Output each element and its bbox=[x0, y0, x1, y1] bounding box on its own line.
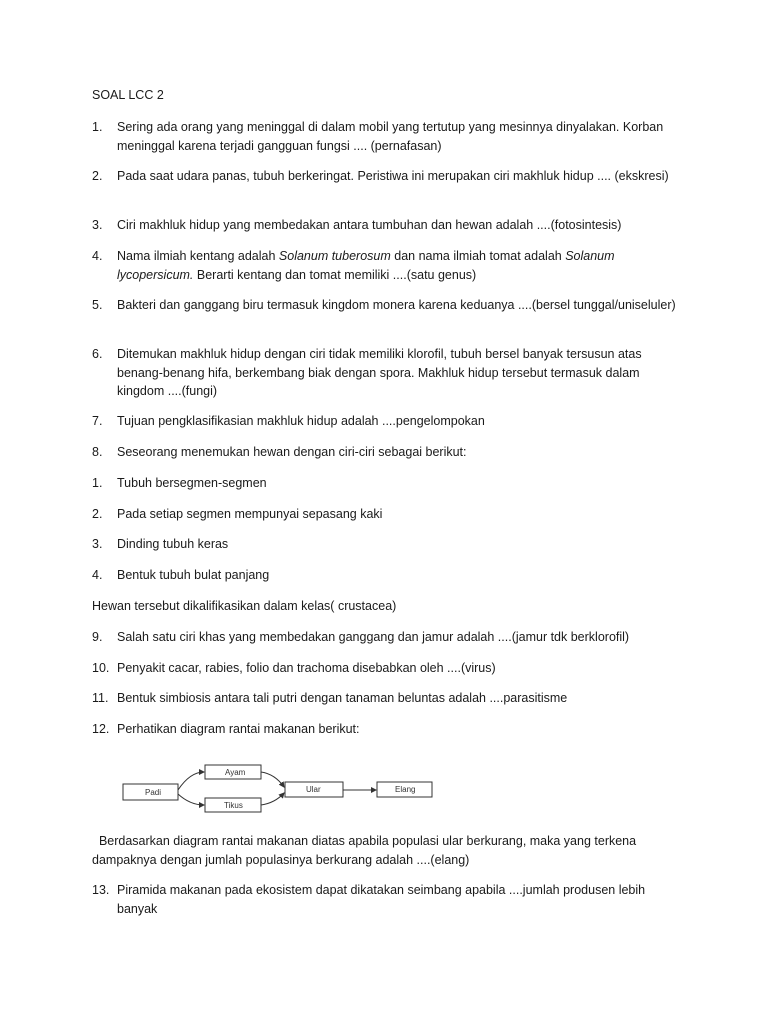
question-text: Piramida makanan pada ekosistem dapat dikatakan seimbang apabila ....jumlah produsen lebih banyak bbox=[117, 883, 646, 916]
question-text: Ciri makhluk hidup yang membedakan antara tumbuhan dan hewan adalah ....(fotosintesis) bbox=[117, 218, 622, 232]
question-number: 12. bbox=[92, 722, 110, 736]
arrow-padi-ayam bbox=[178, 772, 204, 790]
question-number: 6. bbox=[92, 347, 103, 361]
question-number: 4. bbox=[92, 249, 103, 263]
question-2 bbox=[92, 167, 682, 186]
question-number: 8. bbox=[92, 445, 103, 459]
ayam-label: Ayam bbox=[225, 768, 246, 777]
elang-label: Elang bbox=[395, 785, 416, 794]
food-chain-diagram bbox=[120, 760, 440, 820]
question-13 bbox=[92, 881, 682, 918]
question-number: 7. bbox=[92, 414, 103, 428]
question-6 bbox=[92, 345, 682, 401]
question-8-answer: Hewan tersebut dikalifikasikan dalam kelas( crustacea) bbox=[92, 599, 397, 613]
arrow-ayam-ular bbox=[261, 772, 284, 787]
question-7 bbox=[92, 412, 682, 431]
trait-item: 1. Tubuh bersegmen-segmen bbox=[92, 476, 267, 490]
question-text: Ditemukan makhluk hidup dengan ciri tidak memiliki klorofil, tubuh bersel banyak tersusun atas benang-benang hifa, berkembang biak dengan spora. Makhluk hidup tersebut termasuk dalam kingdom ....(fungi) bbox=[117, 347, 642, 398]
question-text: Sering ada orang yang meninggal di dalam mobil yang tertutup yang mesinnya dinyalakan. Korban meninggal karena terjadi gangguan fungsi .... (pernafasan) bbox=[117, 120, 664, 153]
question-12 bbox=[92, 720, 682, 739]
question-4 bbox=[92, 247, 682, 284]
question-number: 3. bbox=[92, 218, 103, 232]
question-number: 9. bbox=[92, 630, 103, 644]
question-5 bbox=[92, 296, 682, 315]
question-3 bbox=[92, 216, 682, 235]
question-11 bbox=[92, 689, 682, 708]
question-text: Penyakit cacar, rabies, folio dan trachoma disebabkan oleh ....(virus) bbox=[117, 661, 496, 675]
question-text: Tujuan pengklasifikasian makhluk hidup adalah ....pengelompokan bbox=[117, 414, 485, 428]
question-number: 11. bbox=[92, 691, 109, 705]
question-text: Bentuk simbiosis antara tali putri dengan tanaman beluntas adalah ....parasitisme bbox=[117, 691, 568, 705]
question-9 bbox=[92, 628, 682, 647]
document-title: SOAL LCC 2 bbox=[92, 88, 164, 102]
question-text: Seseorang menemukan hewan dengan ciri-ciri sebagai berikut: bbox=[117, 445, 467, 459]
ular-label: Ular bbox=[306, 785, 321, 794]
question-text: Bakteri dan ganggang biru termasuk kingdom monera karena keduanya ....(bersel tunggal/uniseluler) bbox=[117, 298, 676, 312]
question-number: 2. bbox=[92, 169, 103, 183]
question-text: Salah satu ciri khas yang membedakan ganggang dan jamur adalah ....(jamur tdk berklorofil) bbox=[117, 630, 630, 644]
arrow-tikus-ular bbox=[261, 793, 284, 805]
tikus-label: Tikus bbox=[224, 801, 243, 810]
question-text: Nama ilmiah kentang adalah Solanum tuberosum dan nama ilmiah tomat adalah Solanum lycopersicum. Berarti kentang dan tomat memiliki ....(satu genus) bbox=[117, 249, 615, 282]
padi-label: Padi bbox=[145, 788, 162, 797]
question-text: Pada saat udara panas, tubuh berkeringat. Peristiwa ini merupakan ciri makhluk hidup .... (ekskresi) bbox=[117, 169, 669, 183]
question-12-answer: Berdasarkan diagram rantai makanan diatas apabila populasi ular berkurang, maka yang terkena dampaknya dengan jumlah populasinya berkurang adalah ....(elang) bbox=[92, 834, 640, 867]
arrow-padi-tikus bbox=[178, 794, 204, 805]
question-1 bbox=[92, 118, 682, 155]
question-number: 1. bbox=[92, 120, 103, 134]
question-number: 10. bbox=[92, 661, 110, 675]
trait-item: 3. Dinding tubuh keras bbox=[92, 537, 229, 551]
question-number: 13. bbox=[92, 883, 110, 897]
question-10 bbox=[92, 659, 682, 678]
scientific-name-potato: Solanum tuberosum bbox=[278, 249, 391, 263]
question-number: 5. bbox=[92, 298, 103, 312]
trait-item: 4. Bentuk tubuh bulat panjang bbox=[92, 568, 270, 582]
trait-item: 2. Pada setiap segmen mempunyai sepasang kaki bbox=[92, 507, 383, 521]
question-text: Perhatikan diagram rantai makanan berikut: bbox=[117, 722, 360, 736]
question-8 bbox=[92, 443, 682, 462]
scientific-name-tomato: Solanum lycopersicum. bbox=[117, 249, 615, 282]
